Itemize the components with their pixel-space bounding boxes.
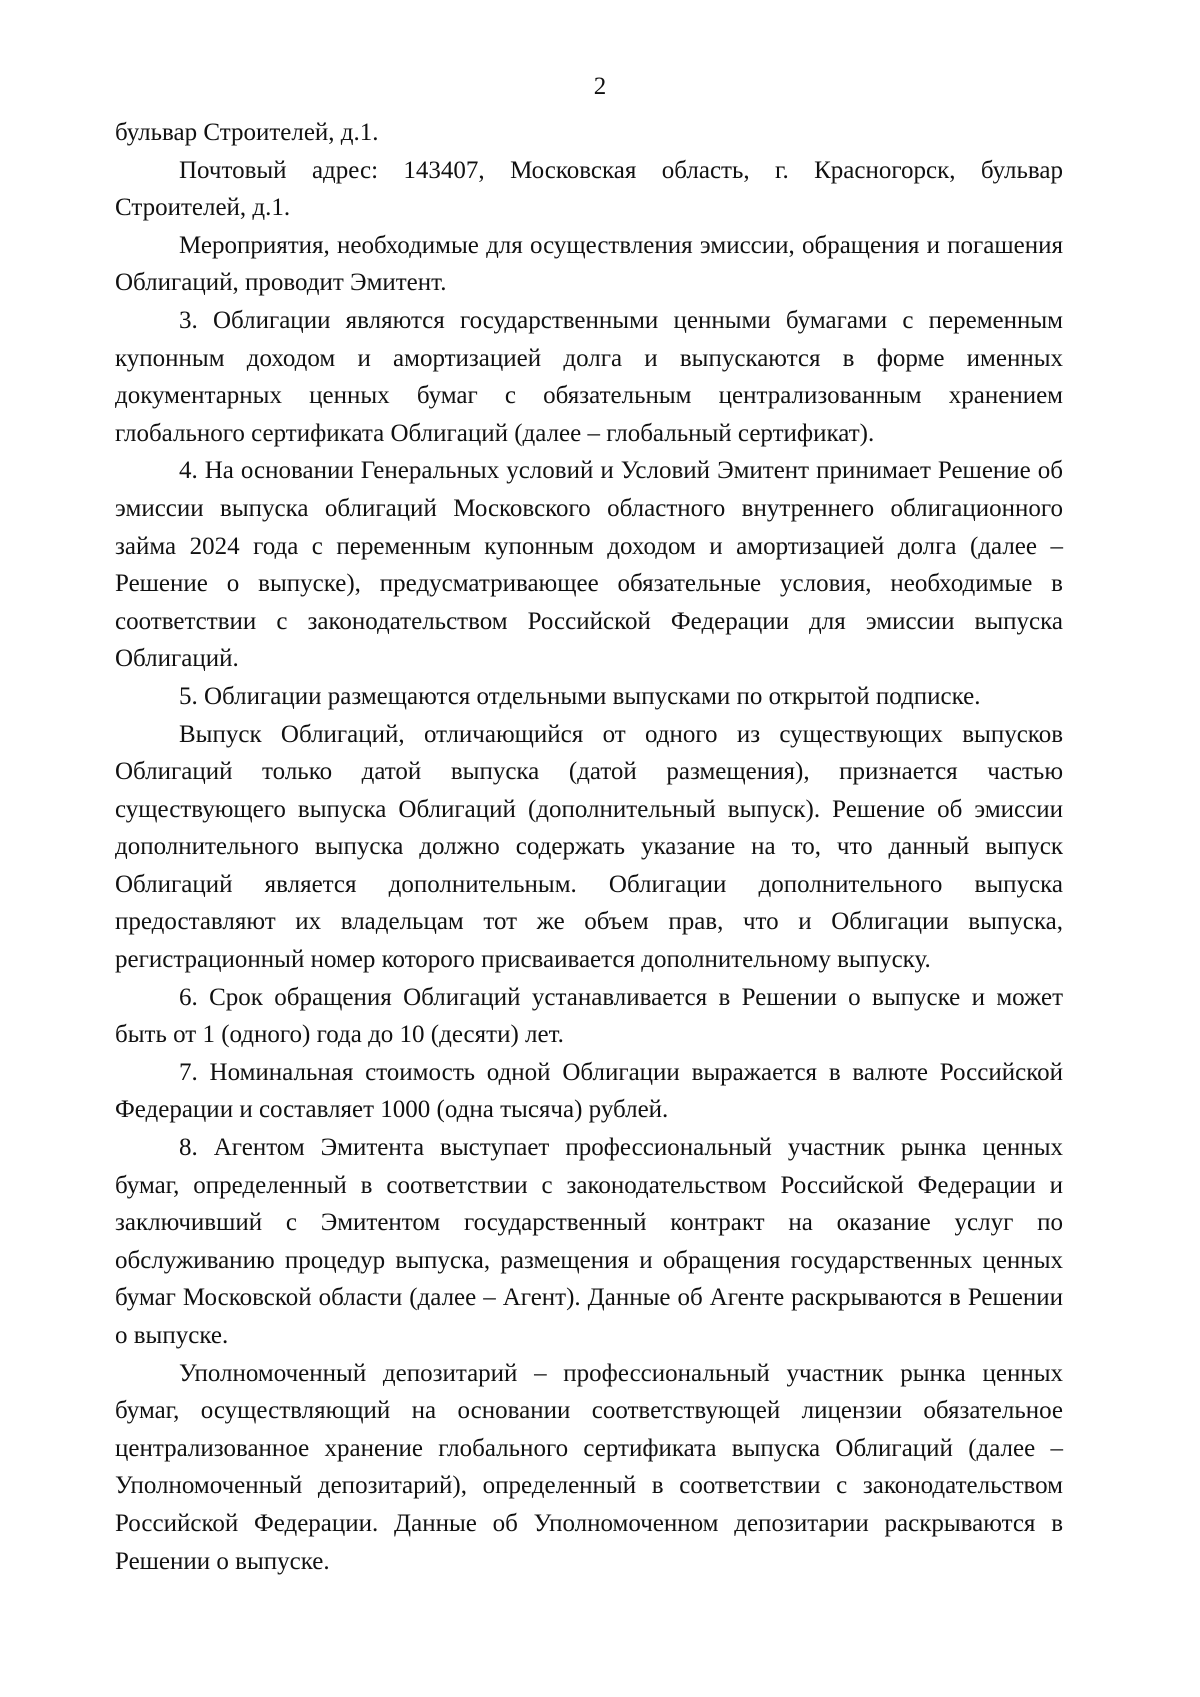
paragraph-address-continuation: бульвар Строителей, д.1.: [115, 119, 379, 146]
paragraph-authorized-depositary: Уполномоченный депозитарий – профессиональный участник рынка ценных бумаг, осуществляющий на основании соответствующей лицензии обязательное централизованное хранение глобального сертификата выпуска Облигаций (далее – Уполномоченный депозитарий), определенный в соответствии с законодательством Российской Федерации. Данные об Уполномоченном депозитарии раскрываются в Решении о выпуске.: [115, 1359, 1063, 1575]
paragraph-clause-7: 7. Номинальная стоимость одной Облигации выражается в валюте Российской Федерации и составляет 1000 (одна тысяча) рублей.: [115, 1058, 1063, 1124]
paragraph-emission-measures: Мероприятия, необходимые для осуществления эмиссии, обращения и погашения Облигаций, проводит Эмитент.: [115, 231, 1063, 297]
paragraph-clause-4: 4. На основании Генеральных условий и Условий Эмитент принимает Решение об эмиссии выпуска облигаций Московского областного внутреннего облигационного займа 2024 года с переменным купонным доходом и амортизацией долга (далее – Решение о выпуске), предусматривающее обязательные условия, необходимые в соответствии с законодательством Российской Федерации для эмиссии выпуска Облигаций.: [115, 457, 1063, 673]
paragraph-clause-6: 6. Срок обращения Облигаций устанавливается в Решении о выпуске и может быть от 1 (одного) года до 10 (десяти) лет.: [115, 983, 1063, 1049]
paragraph-clause-5: 5. Облигации размещаются отдельными выпусками по открытой подписке.: [179, 682, 981, 710]
paragraph-clause-3: 3. Облигации являются государственными ценными бумагами с переменным купонным доходом и амортизацией долга и выпускаются в форме именных документарных ценных бумаг с обязательным централизованным хранением глобального сертификата Облигаций (далее – глобальный сертификат).: [115, 306, 1063, 447]
paragraph-postal-address: Почтовый адрес: 143407, Московская область, г. Красногорск, бульвар Строителей, д.1.: [115, 156, 1063, 222]
paragraph-clause-8: 8. Агентом Эмитента выступает профессиональный участник рынка ценных бумаг, определенный в соответствии с законодательством Российской Федерации и заключивший с Эмитентом государственный контракт на оказание услуг по обслуживанию процедур выпуска, размещения и обращения государственных ценных бумаг Московской области (далее – Агент). Данные об Агенте раскрываются в Решении о выпуске.: [115, 1134, 1063, 1349]
document-body: [115, 114, 1063, 1580]
paragraph-additional-issue: Выпуск Облигаций, отличающийся от одного из существующих выпусков Облигаций только датой выпуска (датой размещения), признается частью существующего выпуска Облигаций (дополнительный выпуск). Решение об эмиссии дополнительного выпуска должно содержать указание на то, что данный выпуск Облигаций является дополнительным. Облигации дополнительного выпуска предоставляют их владельцам тот же объем прав, что и Облигации выпуска, регистрационный номер которого присваивается дополнительному выпуску.: [115, 720, 1063, 974]
page-number: 2: [593, 73, 607, 100]
